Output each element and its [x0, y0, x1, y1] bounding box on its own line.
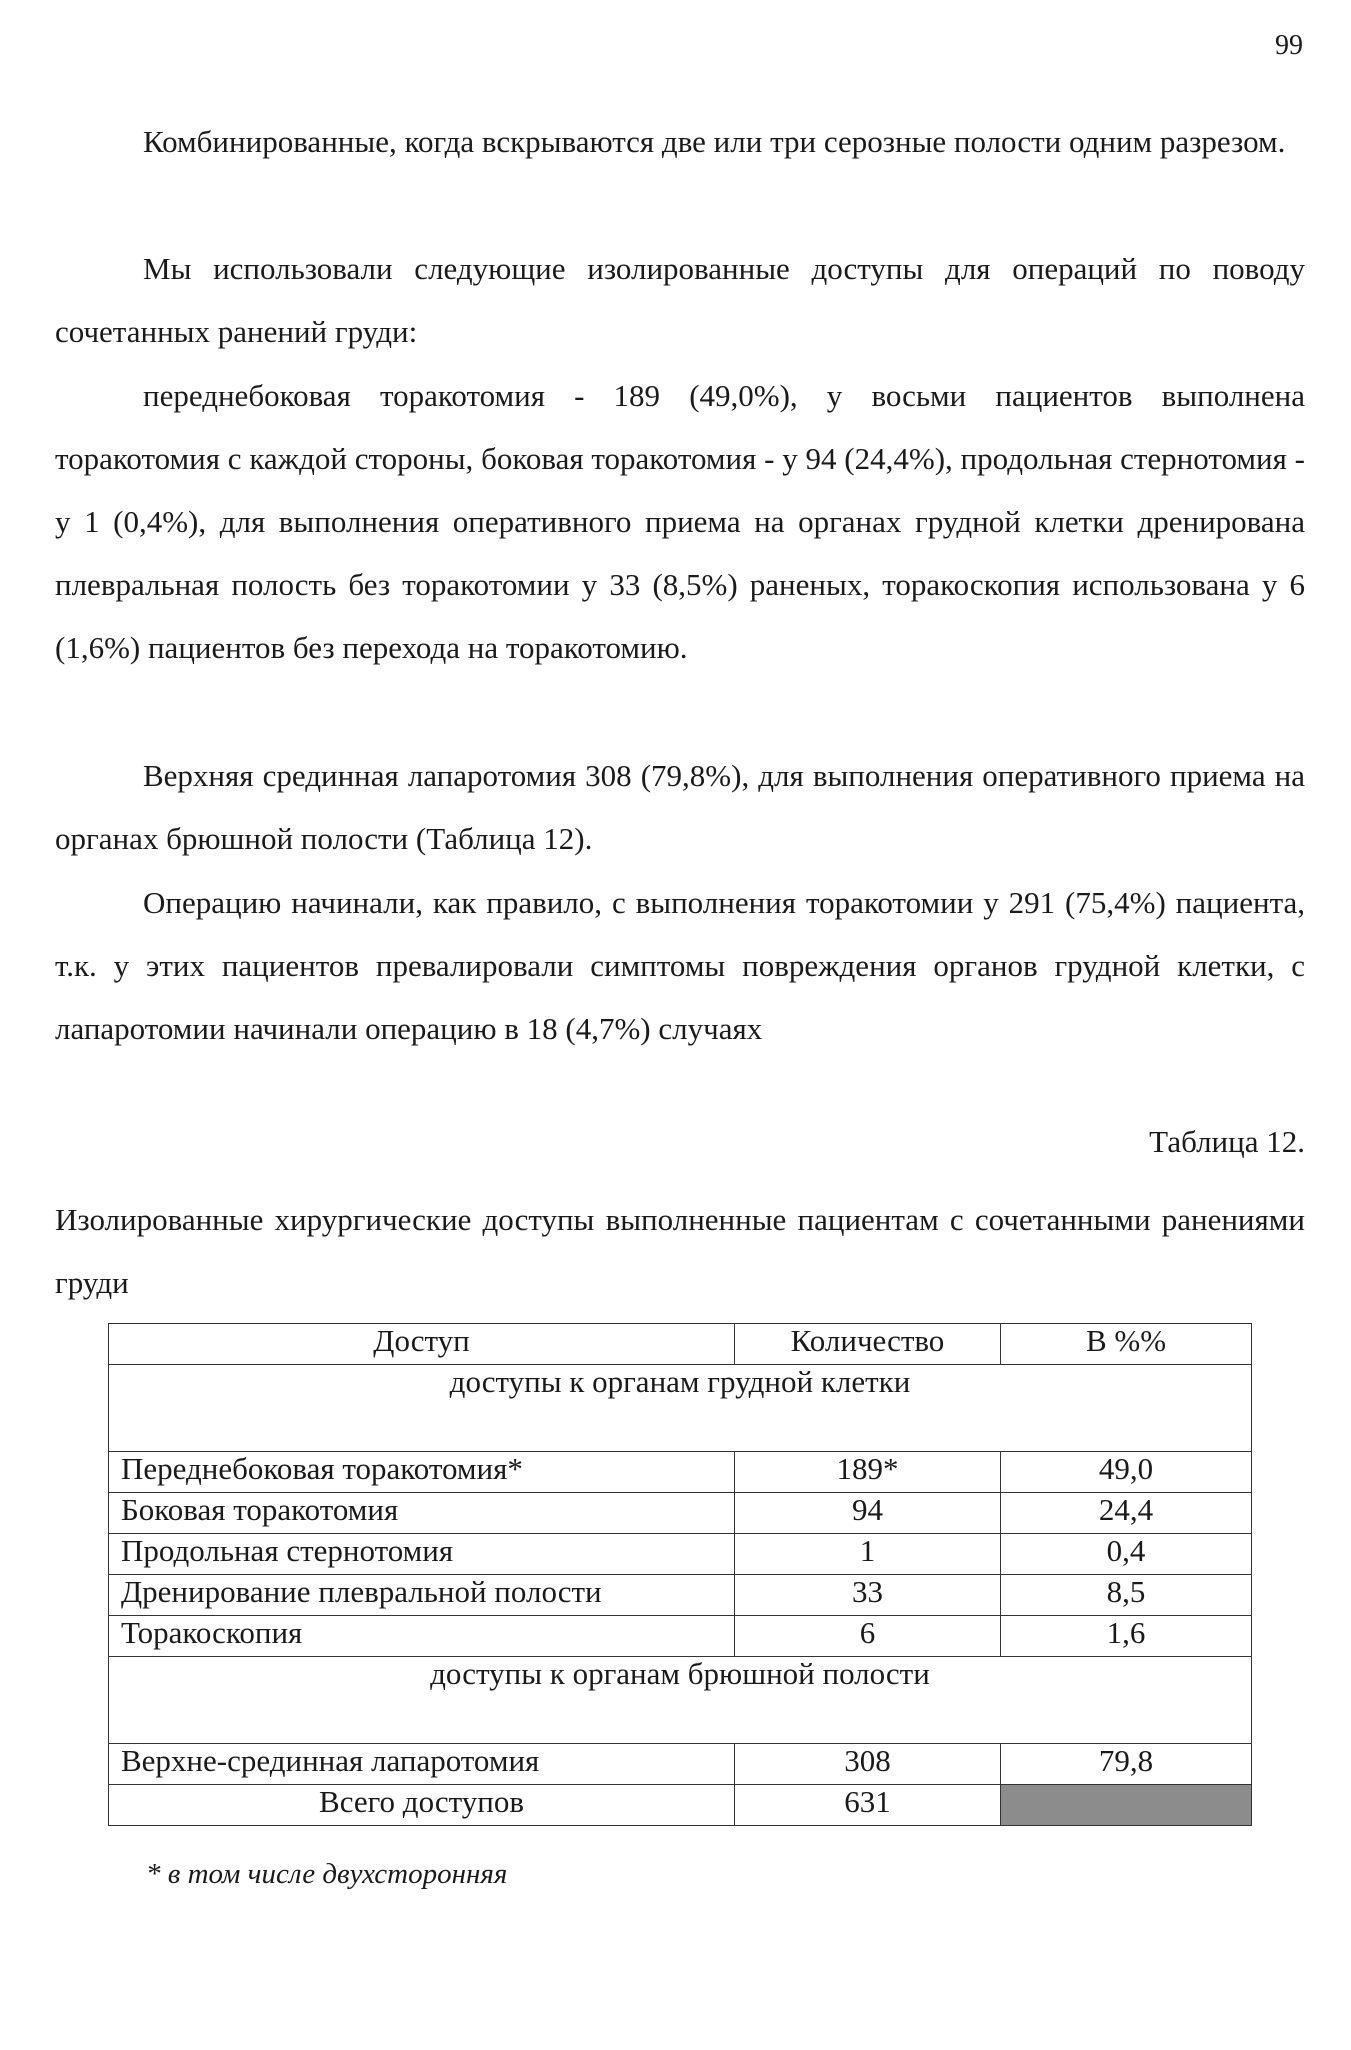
section-abdomen-label: доступы к органам брюшной полости [109, 1657, 1252, 1744]
row-percent: 49,0 [1001, 1452, 1252, 1493]
table-header-row [109, 1324, 1252, 1365]
header-percent: В %% [1001, 1324, 1252, 1365]
row-count: 1 [735, 1534, 1001, 1575]
table-row [109, 1452, 1252, 1493]
row-percent: 79,8 [1001, 1744, 1252, 1785]
paragraph-laparotomy: Верхняя срединная лапаротомия 308 (79,8%), для выполнения оперативного приема на органах брюшной полости (Таблица 12). [55, 758, 1305, 856]
table-row [109, 1534, 1252, 1575]
paragraph-thoracic-access: переднебоковая торакотомия - 189 (49,0%), у восьми пациентов выполнена торакотомия с каждой стороны, боковая торакотомия - у 94 (24,4%), продольная стернотомия - у 1 (0,4%), для выполнения оперативного приема на органах грудной клетки дренирована плевральная полость без торакотомии у 33 (8,5%) раненых, торакоскопия использована у 6 (1,6%) пациентов без перехода на торакотомию. [55, 378, 1305, 665]
row-percent: 8,5 [1001, 1575, 1252, 1616]
total-count: 631 [735, 1785, 1001, 1826]
section-chest-label: доступы к органам грудной клетки [109, 1365, 1252, 1452]
paragraph-operation-start: Операцию начинали, как правило, с выполнения торакотомии у 291 (75,4%) пациента, т.к. у этих пациентов превалировали симптомы повреждения органов грудной клетки, с лапаротомии начинали операцию в 18 (4,7%) случаях [55, 885, 1305, 1046]
row-count: 308 [735, 1744, 1001, 1785]
table-footnote: * в том числе двухсторонняя [146, 1858, 508, 1890]
row-name: Дренирование плевральной полости [109, 1575, 735, 1616]
header-count: Количество [735, 1324, 1001, 1365]
row-count: 189* [735, 1452, 1001, 1493]
table-row [109, 1493, 1252, 1534]
row-count: 6 [735, 1616, 1001, 1657]
paragraph-isolated-access-intro: Мы использовали следующие изолированные доступы для операций по поводу сочетанных ранений груди: [55, 251, 1305, 349]
row-percent: 1,6 [1001, 1616, 1252, 1657]
row-name: Верхне-срединная лапаротомия [109, 1744, 735, 1785]
row-percent: 0,4 [1001, 1534, 1252, 1575]
paragraph-combined-access: Комбинированные, когда вскрываются две или три серозные полости одним разрезом. [143, 124, 1286, 159]
row-name: Боковая торакотомия [109, 1493, 735, 1534]
row-name: Переднебоковая торакотомия* [109, 1452, 735, 1493]
row-name: Торакоскопия [109, 1616, 735, 1657]
total-row [109, 1785, 1252, 1826]
header-access: Доступ [109, 1324, 735, 1365]
row-name: Продольная стернотомия [109, 1534, 735, 1575]
table-caption: Изолированные хирургические доступы выполненные пациентам с сочетанными ранениями груди [55, 1202, 1305, 1300]
row-percent: 24,4 [1001, 1493, 1252, 1534]
row-count: 33 [735, 1575, 1001, 1616]
total-percent-shaded-cell [1001, 1785, 1252, 1826]
section-row-chest [109, 1365, 1252, 1452]
table-label: Таблица 12. [1149, 1124, 1305, 1159]
table-row [109, 1744, 1252, 1785]
section-row-abdomen [109, 1657, 1252, 1744]
row-count: 94 [735, 1493, 1001, 1534]
page-number: 99 [1275, 30, 1303, 61]
total-label: Всего доступов [109, 1785, 735, 1826]
table-row [109, 1575, 1252, 1616]
access-table [108, 1323, 1252, 1826]
table-row [109, 1616, 1252, 1657]
